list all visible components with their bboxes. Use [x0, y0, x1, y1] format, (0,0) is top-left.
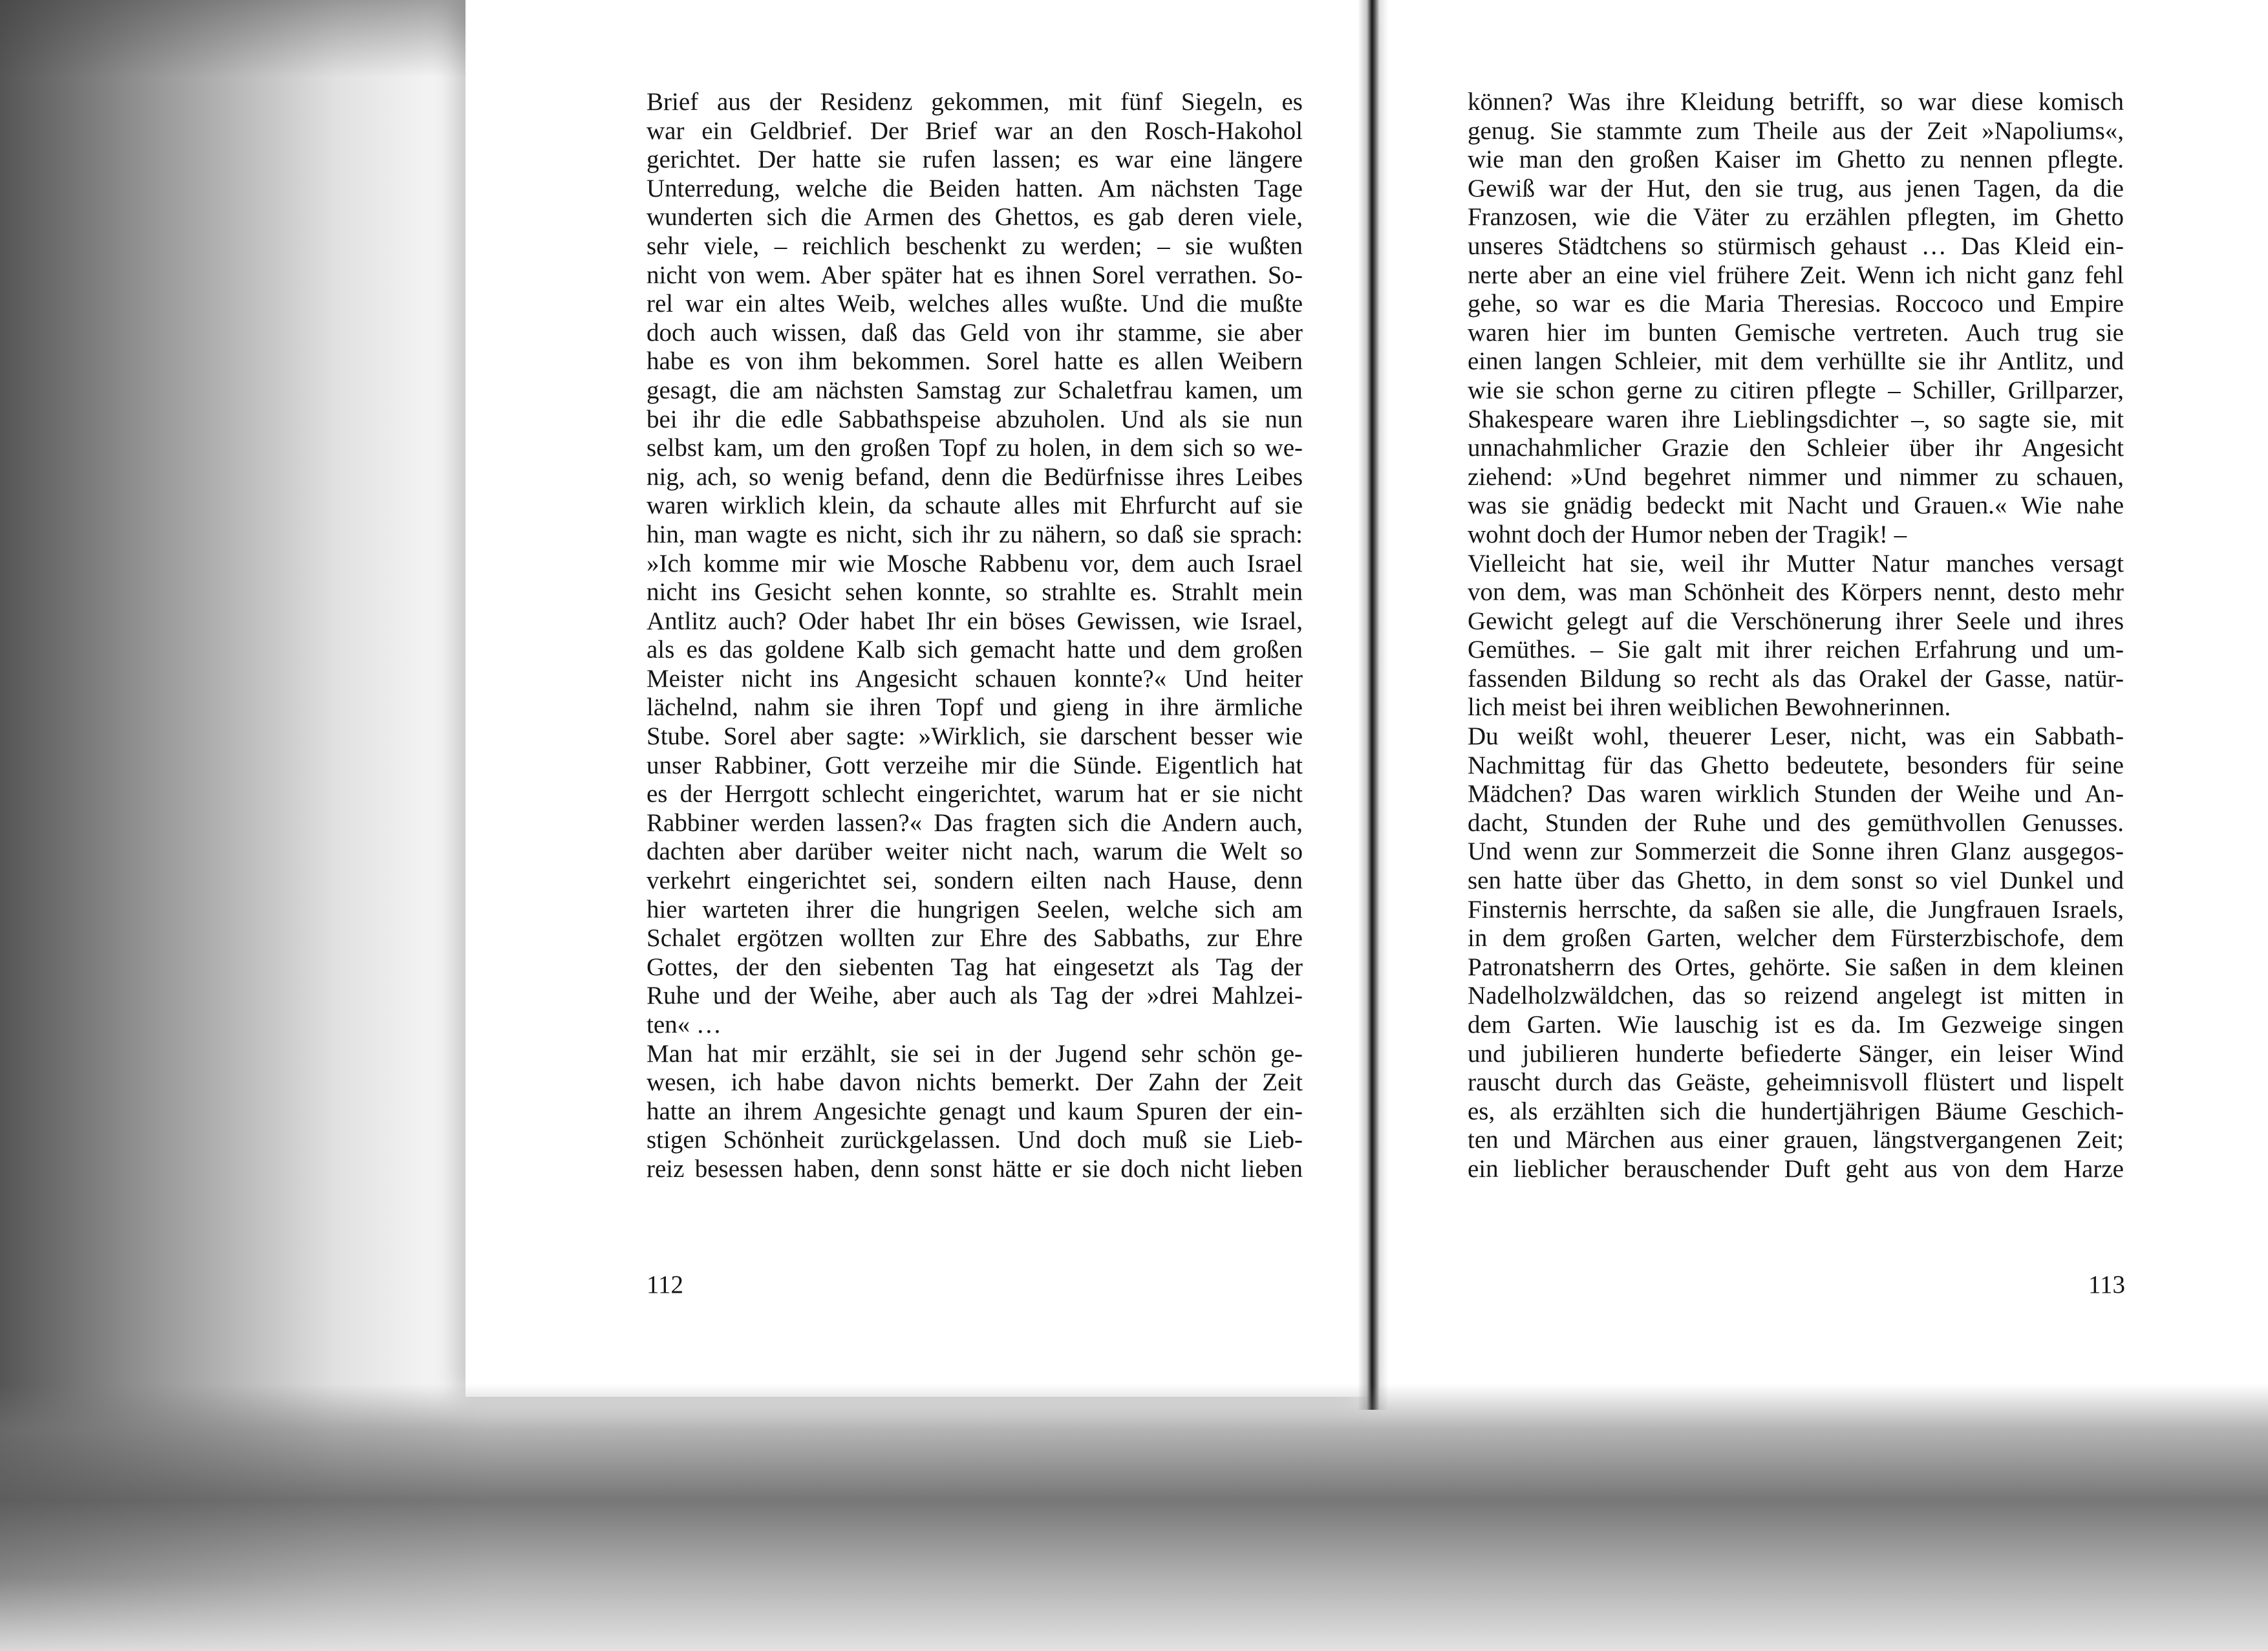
text-line: unnachahmlicher Grazie den Schleier über ihr Angesicht	[1468, 434, 2124, 462]
book-gutter	[1358, 0, 1389, 1410]
text-line: verkehrt eingerichtet sei, sondern eilten nach Hause, denn	[647, 867, 1303, 895]
text-line: waren wirklich klein, da schaute alles mit Ehrfurcht auf sie	[647, 491, 1303, 520]
text-line: gerichtet. Der hatte sie rufen lassen; es war eine längere	[647, 146, 1303, 174]
text-line: dachten aber darüber weiter nicht nach, warum die Welt so	[647, 837, 1303, 866]
text-line: Mädchen? Das waren wirklich Stunden der Weihe und An-	[1468, 780, 2124, 808]
text-line: Finsternis herrschte, da saßen sie alle, die Jungfrauen Israels,	[1468, 895, 2124, 923]
text-line: war ein Geldbrief. Der Brief war an den Rosch-Hakohol	[647, 116, 1303, 145]
text-line: Meister nicht ins Angesicht schauen konnte?« Und heiter	[647, 664, 1303, 693]
text-line: rel war ein altes Weib, welches alles wußte. Und die mußte	[647, 290, 1303, 318]
text-line: Nadelholzwäldchen, das so reizend angelegt ist mitten in	[1468, 982, 2124, 1010]
text-line: dem Garten. Wie lauschig ist es da. Im Gezweige singen	[1468, 1011, 2124, 1039]
top-edge-shadow	[0, 0, 478, 78]
page-number-right: 113	[2088, 1271, 2126, 1299]
text-line: was sie gnädig bedeckt mit Nacht und Grauen.« Wie nahe	[1468, 491, 2124, 520]
text-line: von dem, was man Schönheit des Körpers nennt, desto mehr	[1468, 578, 2124, 607]
text-line: doch auch wissen, daß das Geld von ihr stamme, sie aber	[647, 318, 1303, 347]
text-line: in dem großen Garten, welcher dem Fürsterzbischofe, dem	[1468, 924, 2124, 953]
text-line: stigen Schönheit zurückgelassen. Und doch muß sie Lieb-	[647, 1126, 1303, 1154]
text-line: Unterredung, welche die Beiden hatten. Am nächsten Tage	[647, 174, 1303, 202]
text-line: Nachmittag für das Ghetto bedeutete, besonders für seine	[1468, 751, 2124, 779]
text-line: lächelnd, nahm sie ihren Topf und gieng in ihre ärmliche	[647, 693, 1303, 722]
left-page-text	[647, 88, 1303, 1184]
text-line: »Ich komme mir wie Mosche Rabbenu vor, dem auch Israel	[647, 549, 1303, 577]
text-line: unseres Städtchens so stürmisch gehaust … Das Kleid ein-	[1468, 232, 2124, 260]
text-line: unser Rabbiner, Gott verzeihe mir die Sünde. Eigentlich hat	[647, 751, 1303, 779]
text-line: Gewicht gelegt auf die Verschönerung ihrer Seele und ihres	[1468, 607, 2124, 635]
text-line: sen hatte über das Ghetto, in dem sonst so viel Dunkel und	[1468, 867, 2124, 895]
text-line: und jubilieren hunderte befiederte Sänger, ein leiser Wind	[1468, 1039, 2124, 1068]
text-line: rauscht durch das Geäste, geheimnisvoll flüstert und lispelt	[1468, 1068, 2124, 1097]
text-line: Patronatsherrn des Ortes, gehörte. Sie saßen in dem kleinen	[1468, 953, 2124, 981]
text-line: Und wenn zur Sommerzeit die Sonne ihren Glanz ausgegos-	[1468, 837, 2124, 866]
text-line: wunderten sich die Armen des Ghettos, es gab deren viele,	[647, 203, 1303, 232]
text-line: Franzosen, wie die Väter zu erzählen pflegten, im Ghetto	[1468, 203, 2124, 232]
text-line: wie man den großen Kaiser im Ghetto zu nennen pflegte.	[1468, 146, 2124, 174]
text-line: einen langen Schleier, mit dem verhüllte sie ihr Antlitz, und	[1468, 347, 2124, 376]
text-line: wesen, ich habe davon nichts bemerkt. Der Zahn der Zeit	[647, 1068, 1303, 1097]
text-line: nicht von wem. Aber später hat es ihnen Sorel verrathen. So-	[647, 261, 1303, 289]
text-line: Brief aus der Residenz gekommen, mit fünf Siegeln, es	[647, 88, 1303, 116]
text-line: hatte an ihrem Angesichte genagt und kaum Spuren der ein-	[647, 1097, 1303, 1125]
text-line: dacht, Stunden der Ruhe und des gemüthvollen Genusses.	[1468, 808, 2124, 837]
text-line: nerte aber an eine viel frühere Zeit. Wenn ich nicht ganz fehl	[1468, 261, 2124, 289]
text-line: Gottes, der den siebenten Tag hat eingesetzt als Tag der	[647, 953, 1303, 981]
text-line: hier warteten ihrer die hungrigen Seelen, welche sich am	[647, 895, 1303, 923]
text-line: Gemüthes. – Sie galt mit ihrer reichen Erfahrung und um-	[1468, 636, 2124, 664]
text-line: Rabbiner werden lassen?« Das fragten sich die Andern auch,	[647, 808, 1303, 837]
text-line: ten« …	[647, 1011, 722, 1039]
text-line: gesagt, die am nächsten Samstag zur Schaletfrau kamen, um	[647, 376, 1303, 404]
text-line: nicht ins Gesicht sehen konnte, so strahlte es. Strahlt mein	[647, 578, 1303, 607]
text-line: gehe, so war es die Maria Theresias. Roccoco und Empire	[1468, 290, 2124, 318]
text-line: reiz besessen haben, denn sonst hätte er sie doch nicht lieben	[647, 1154, 1303, 1183]
text-line: Shakespeare waren ihre Lieblingsdichter –, so sagte sie, mit	[1468, 405, 2124, 433]
text-line: wie sie schon gerne zu citiren pflegte – Schiller, Grillparzer,	[1468, 376, 2124, 404]
text-line: wohnt doch der Humor neben der Tragik! –	[1468, 520, 1907, 548]
text-line: als es das goldene Kalb sich gemacht hatte und dem großen	[647, 636, 1303, 664]
text-line: selbst kam, um den großen Topf zu holen, in dem sich so we-	[647, 434, 1303, 462]
text-line: ten und Märchen aus einer grauen, längstvergangenen Zeit;	[1468, 1126, 2124, 1154]
right-page-text	[1468, 88, 2124, 1184]
text-line: habe es von ihm bekommen. Sorel hatte es allen Weibern	[647, 347, 1303, 376]
text-line: ziehend: »Und begehret nimmer und nimmer zu schauen,	[1468, 462, 2124, 491]
text-line: lich meist bei ihren weiblichen Bewohnerinnen.	[1468, 693, 1951, 722]
text-line: Man hat mir erzählt, sie sei in der Jugend sehr schön ge-	[647, 1039, 1303, 1068]
text-line: waren hier im bunten Gemische vertreten. Auch trug sie	[1468, 318, 2124, 347]
text-line: Stube. Sorel aber sagte: »Wirklich, sie darschent besser wie	[647, 722, 1303, 751]
text-line: sehr viele, – reichlich beschenkt zu werden; – sie wußten	[647, 232, 1303, 260]
text-line: Gewiß war der Hut, den sie trug, aus jenen Tagen, da die	[1468, 174, 2124, 202]
text-line: ein lieblicher berauschender Duft geht aus von dem Harze	[1468, 1154, 2124, 1183]
text-line: können? Was ihre Kleidung betrifft, so war diese komisch	[1468, 88, 2124, 116]
text-line: es, als erzählten sich die hundertjährigen Bäume Geschich-	[1468, 1097, 2124, 1125]
text-line: bei ihr die edle Sabbathspeise abzuholen. Und als sie nun	[647, 405, 1303, 433]
text-line: genug. Sie stammte zum Theile aus der Zeit »Napoliums«,	[1468, 116, 2124, 145]
text-line: hin, man wagte es nicht, sich ihr zu nähern, so daß sie sprach:	[647, 520, 1303, 548]
page-number-left: 112	[647, 1271, 684, 1299]
text-line: Ruhe und der Weihe, aber auch als Tag der »drei Mahlzei-	[647, 982, 1303, 1010]
text-line: nig, ach, so wenig befand, denn die Bedürfnisse ihres Leibes	[647, 462, 1303, 491]
text-line: es der Herrgott schlecht eingerichtet, warum hat er sie nicht	[647, 780, 1303, 808]
text-line: Antlitz auch? Oder habet Ihr ein böses Gewissen, wie Israel,	[647, 607, 1303, 635]
bottom-scan-shadow	[0, 1384, 2268, 1651]
text-line: Schalet ergötzen wollten zur Ehre des Sabbaths, zur Ehre	[647, 924, 1303, 953]
text-line: Du weißt wohl, theuerer Leser, nicht, was ein Sabbath-	[1468, 722, 2124, 751]
text-line: fassenden Bildung so recht als das Orakel der Gasse, natür-	[1468, 664, 2124, 693]
text-line: Vielleicht hat sie, weil ihr Mutter Natur manches versagt	[1468, 549, 2124, 577]
